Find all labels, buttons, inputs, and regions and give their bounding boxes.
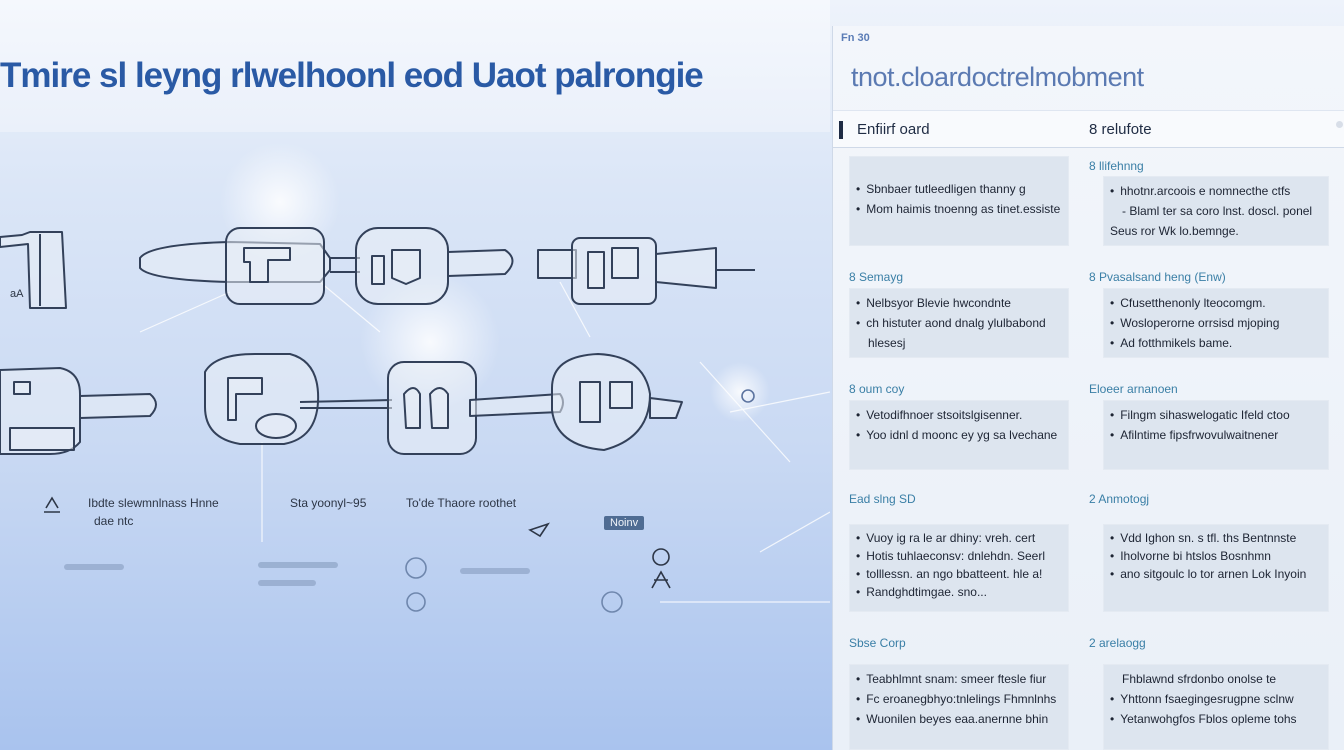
- faint-text-mark: [460, 568, 530, 574]
- card-line: • Randghdtimgae. sno...: [856, 583, 1062, 601]
- card-line: hlesesj: [868, 336, 906, 350]
- ring-icon: [407, 593, 425, 611]
- caption-1-line-1: Ibdte slewmnlnass Hnne: [88, 496, 219, 510]
- section-title-right: 2 arelaogg: [1089, 636, 1146, 650]
- connector-line: [760, 512, 830, 552]
- card-line: • Wuonilen beyes eaa.anernne bhin: [856, 709, 1062, 729]
- connector-line: [140, 292, 230, 332]
- card-line: • Filngm sihaswelogatic Ifeld ctoo: [1110, 405, 1322, 425]
- header-marker: [839, 121, 843, 139]
- card-line: • Iholvorne bi htslos Bosnhmn: [1110, 547, 1322, 565]
- card-line: • tolllessn. an ngo bbatteent. hle a!: [856, 565, 1062, 583]
- info-card: [849, 664, 1069, 750]
- status-tag: Noinv: [604, 516, 644, 530]
- dot-icon: [1336, 121, 1343, 128]
- card-line: • ch histuter aond dnalg ylulbabond: [856, 313, 1062, 333]
- info-panel: [832, 26, 1344, 750]
- connector-bar-sketch: [470, 394, 563, 416]
- pin-icon: [530, 524, 548, 536]
- card-line: • Vetodifhnoer stsoitslgisenner.: [856, 405, 1062, 425]
- card-line: • Sbnbaer tutleedligen thanny g: [856, 179, 1062, 199]
- sketch-diagram: [0, 132, 830, 750]
- card-line: • Yetanwohgfos Fblos opleme tohs: [1110, 709, 1322, 729]
- card-line: • Teabhlmnt snam: smeer ftesle fiur: [856, 669, 1062, 689]
- card-line: • Vuoy ig ra le ar dhiny: vreh. cert: [856, 529, 1062, 547]
- panel-title: tnot.cloardoctrelmobment: [851, 62, 1144, 92]
- card-line: • Mom haimis tnoenng as tinet.essiste: [856, 199, 1062, 219]
- info-card: [849, 400, 1069, 470]
- page-title: Tmire sl leyng rlwelhoonl eod Uaot palrongie: [0, 56, 703, 95]
- faint-text-mark: [64, 564, 124, 570]
- info-card: [1103, 288, 1329, 358]
- info-card: [849, 524, 1069, 612]
- connector-bar-sketch: [656, 248, 716, 288]
- panel-header: [833, 110, 1344, 148]
- card-line: • ano sitgoulc lo tor arnen Lok Inyoin: [1110, 565, 1322, 583]
- card-line: • Afilntime fipsfrwovulwaitnener: [1110, 425, 1322, 445]
- card-line: • Yoo idnl d moonc ey yg sa lvechane: [856, 425, 1062, 445]
- info-card: [1103, 664, 1329, 750]
- card-line: • Fc eroanegbhyo:tnlelings Fhmnlnhs: [856, 689, 1062, 709]
- header-right-label: 8 relufote: [1089, 121, 1152, 138]
- section-title-right: 2 Anmotogj: [1089, 492, 1150, 506]
- location-icon: [653, 549, 669, 565]
- module-dial: [256, 414, 296, 438]
- faint-text-mark: [258, 562, 338, 568]
- section-title-left: 8 oum coy: [849, 382, 905, 396]
- bracket-label: aA: [10, 288, 24, 300]
- section-title-right: 8 llifehnng: [1089, 159, 1144, 173]
- card-line: Fhblawnd sfrdonbo onolse te: [1122, 672, 1277, 686]
- section-title-right: Eloeer arnanoen: [1089, 382, 1178, 396]
- diagram-canvas: [0, 132, 830, 750]
- ring-icon: [602, 592, 622, 612]
- card-line: • Yhttonn fsaegingesrugpne sclnw: [1110, 689, 1322, 709]
- card-line: - Blaml ter sa coro lnst. doscl. ponel: [1122, 204, 1313, 218]
- connector-bar-sketch: [80, 394, 156, 418]
- section-title-left: Sbse Corp: [849, 636, 906, 650]
- info-card: [849, 156, 1069, 246]
- ring-icon: [406, 558, 426, 578]
- info-card: [1103, 524, 1329, 612]
- module-box-sketch: [226, 228, 324, 304]
- small-block-sketch: [538, 250, 576, 278]
- info-card: [849, 288, 1069, 358]
- connector-bar-sketch: [448, 250, 513, 276]
- card-line: • Vdd Ighon sn. s tfl. ths Bentnnste: [1110, 529, 1322, 547]
- card-line: • Hotis tuhlaeconsv: dnlehdn. Seerl: [856, 547, 1062, 565]
- caption-1-line-2: dae ntc: [94, 514, 134, 528]
- figure-icon: [652, 572, 670, 588]
- card-line: • Ad fotthmikels bame.: [1110, 333, 1322, 353]
- section-title-right: 8 Pvasalsand heng (Enw): [1089, 270, 1226, 284]
- module-glyph: [372, 250, 420, 284]
- section-title-left: 8 Semayg: [849, 270, 904, 284]
- card-line: • Nelbsyor Blevie hwcondnte: [856, 293, 1062, 313]
- faint-text-mark: [258, 580, 316, 586]
- connector-bar-sketch: [650, 398, 682, 418]
- info-card: [1103, 400, 1329, 470]
- card-line: • Wosloperorne orrsisd mjoping: [1110, 313, 1322, 333]
- card-line: • hhotnr.arcoois e nomnecthe ctfs: [1110, 181, 1322, 201]
- person-icon: [44, 498, 60, 512]
- panel-meta: Fn 30: [841, 32, 870, 44]
- section-title-left: Ead slng SD: [849, 492, 916, 506]
- glow-spot: [710, 362, 770, 422]
- card-line: • Cfusetthenonly lteocomgm.: [1110, 293, 1322, 313]
- caption-3: To'de Thaore roothet: [406, 496, 517, 510]
- caption-2: Sta yoonyl~95: [290, 496, 367, 510]
- card-line: Seus ror Wk lo.bemnge.: [1110, 224, 1239, 238]
- header-left-label: Enfiirf oard: [857, 121, 930, 138]
- info-card: [1103, 176, 1329, 246]
